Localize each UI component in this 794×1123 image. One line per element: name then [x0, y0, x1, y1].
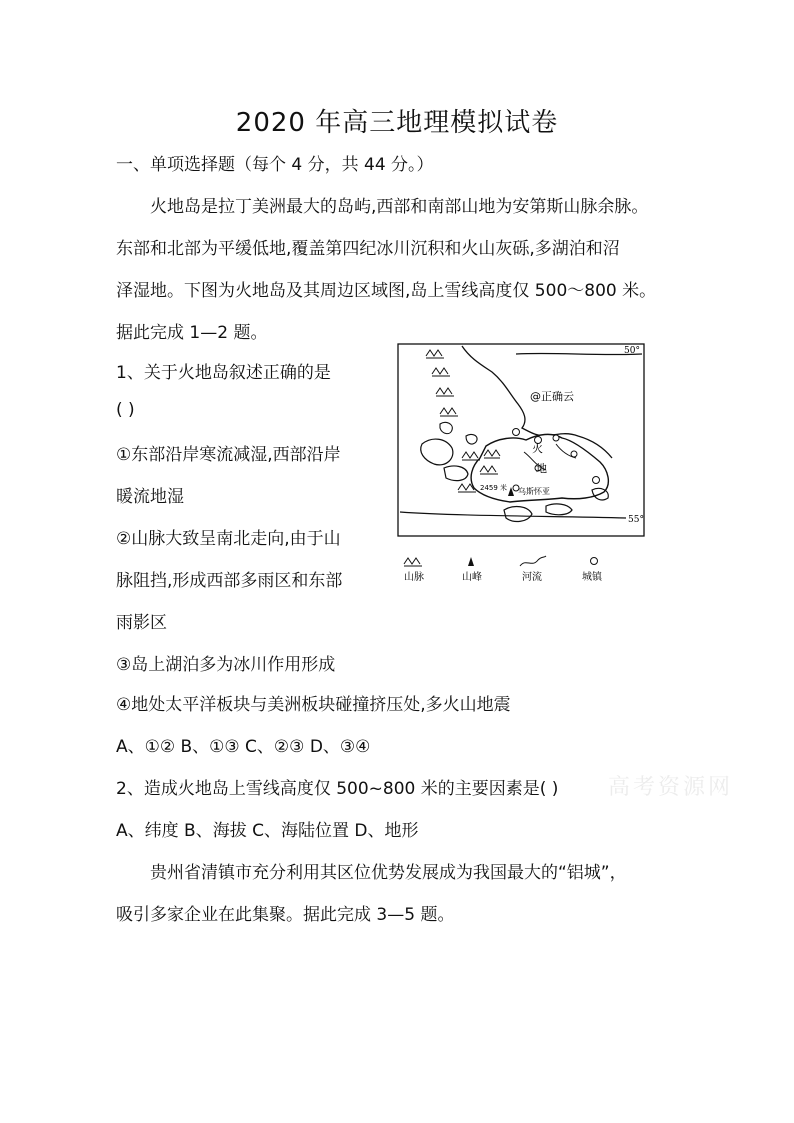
island-label-di: 地 — [536, 462, 547, 475]
question-1-option-1: ①东部沿岸寒流减湿,西部沿岸 — [116, 445, 341, 465]
map-credit: @正确云 — [530, 390, 574, 403]
map-legend — [404, 556, 603, 583]
section-heading: 一、单项选择题（每个 4 分，共 44 分。） — [116, 155, 434, 175]
intro-line-2: 东部和北部为平缓低地,覆盖第四纪冰川沉积和火山灰砾,多湖泊和沼 — [116, 239, 620, 259]
question-2-choices: A、纬度 B、海拔 C、海陆位置 D、地形 — [116, 821, 419, 841]
town-4 — [571, 451, 577, 457]
question-1-answer-blank: ( ) — [116, 400, 135, 420]
next-intro-line-2: 吸引多家企业在此集聚。据此完成 3—5 题。 — [116, 905, 455, 925]
city-label: 乌斯怀亚 — [518, 487, 550, 496]
legend-mountain-label: 山脉 — [404, 572, 424, 583]
legend-mountain-icon — [404, 558, 422, 566]
town-3 — [553, 435, 559, 441]
question-1-option-2-cont2: 雨影区 — [116, 613, 167, 633]
intro-line-4: 据此完成 1—2 题。 — [116, 323, 268, 343]
page-title: 2020 年高三地理模拟试卷 — [235, 108, 559, 138]
legend-town-icon — [591, 558, 598, 565]
island-label-huo: 火 — [532, 442, 543, 455]
legend-river-label: 河流 — [522, 572, 542, 583]
legend-river-icon — [520, 556, 546, 566]
legend-peak-icon — [468, 557, 474, 566]
question-1-option-3: ③岛上湖泊多为冰川作用形成 — [116, 655, 336, 675]
town-1 — [513, 429, 520, 436]
question-1-stem: 1、关于火地岛叙述正确的是 — [116, 363, 331, 383]
town-6 — [593, 477, 600, 484]
peak-height-label: 2459 米 — [480, 484, 508, 492]
watermark: 高考资源网 — [608, 775, 734, 800]
legend-peak-label: 山峰 — [462, 572, 482, 583]
next-intro-line-1: 贵州省清镇市充分利用其区位优势发展成为我国最大的“铝城”， — [150, 863, 627, 883]
legend-town-label: 城镇 — [582, 572, 602, 583]
latitude-55-label: 55° — [628, 515, 644, 525]
question-1-option-2: ②山脉大致呈南北走向,由于山 — [116, 529, 341, 549]
question-1-option-4: ④地处太平洋板块与美洲板块碰撞挤压处,多火山地震 — [116, 695, 511, 715]
latitude-50-label: 50° — [624, 346, 640, 356]
tierra-del-fuego-map — [396, 340, 646, 586]
question-1-option-1-cont: 暖流地湿 — [116, 487, 184, 507]
intro-line-1: 火地岛是拉丁美洲最大的岛屿,西部和南部山地为安第斯山脉余脉。 — [150, 197, 649, 217]
question-1-choices: A、①② B、①③ C、②③ D、③④ — [116, 737, 371, 757]
question-1-option-2-cont: 脉阻挡,形成西部多雨区和东部 — [116, 571, 343, 591]
intro-line-3: 泽湿地。下图为火地岛及其周边区域图,岛上雪线高度仅 500～800 米。 — [116, 281, 657, 301]
question-2-stem: 2、造成火地岛上雪线高度仅 500~800 米的主要因素是( ) — [116, 779, 559, 799]
